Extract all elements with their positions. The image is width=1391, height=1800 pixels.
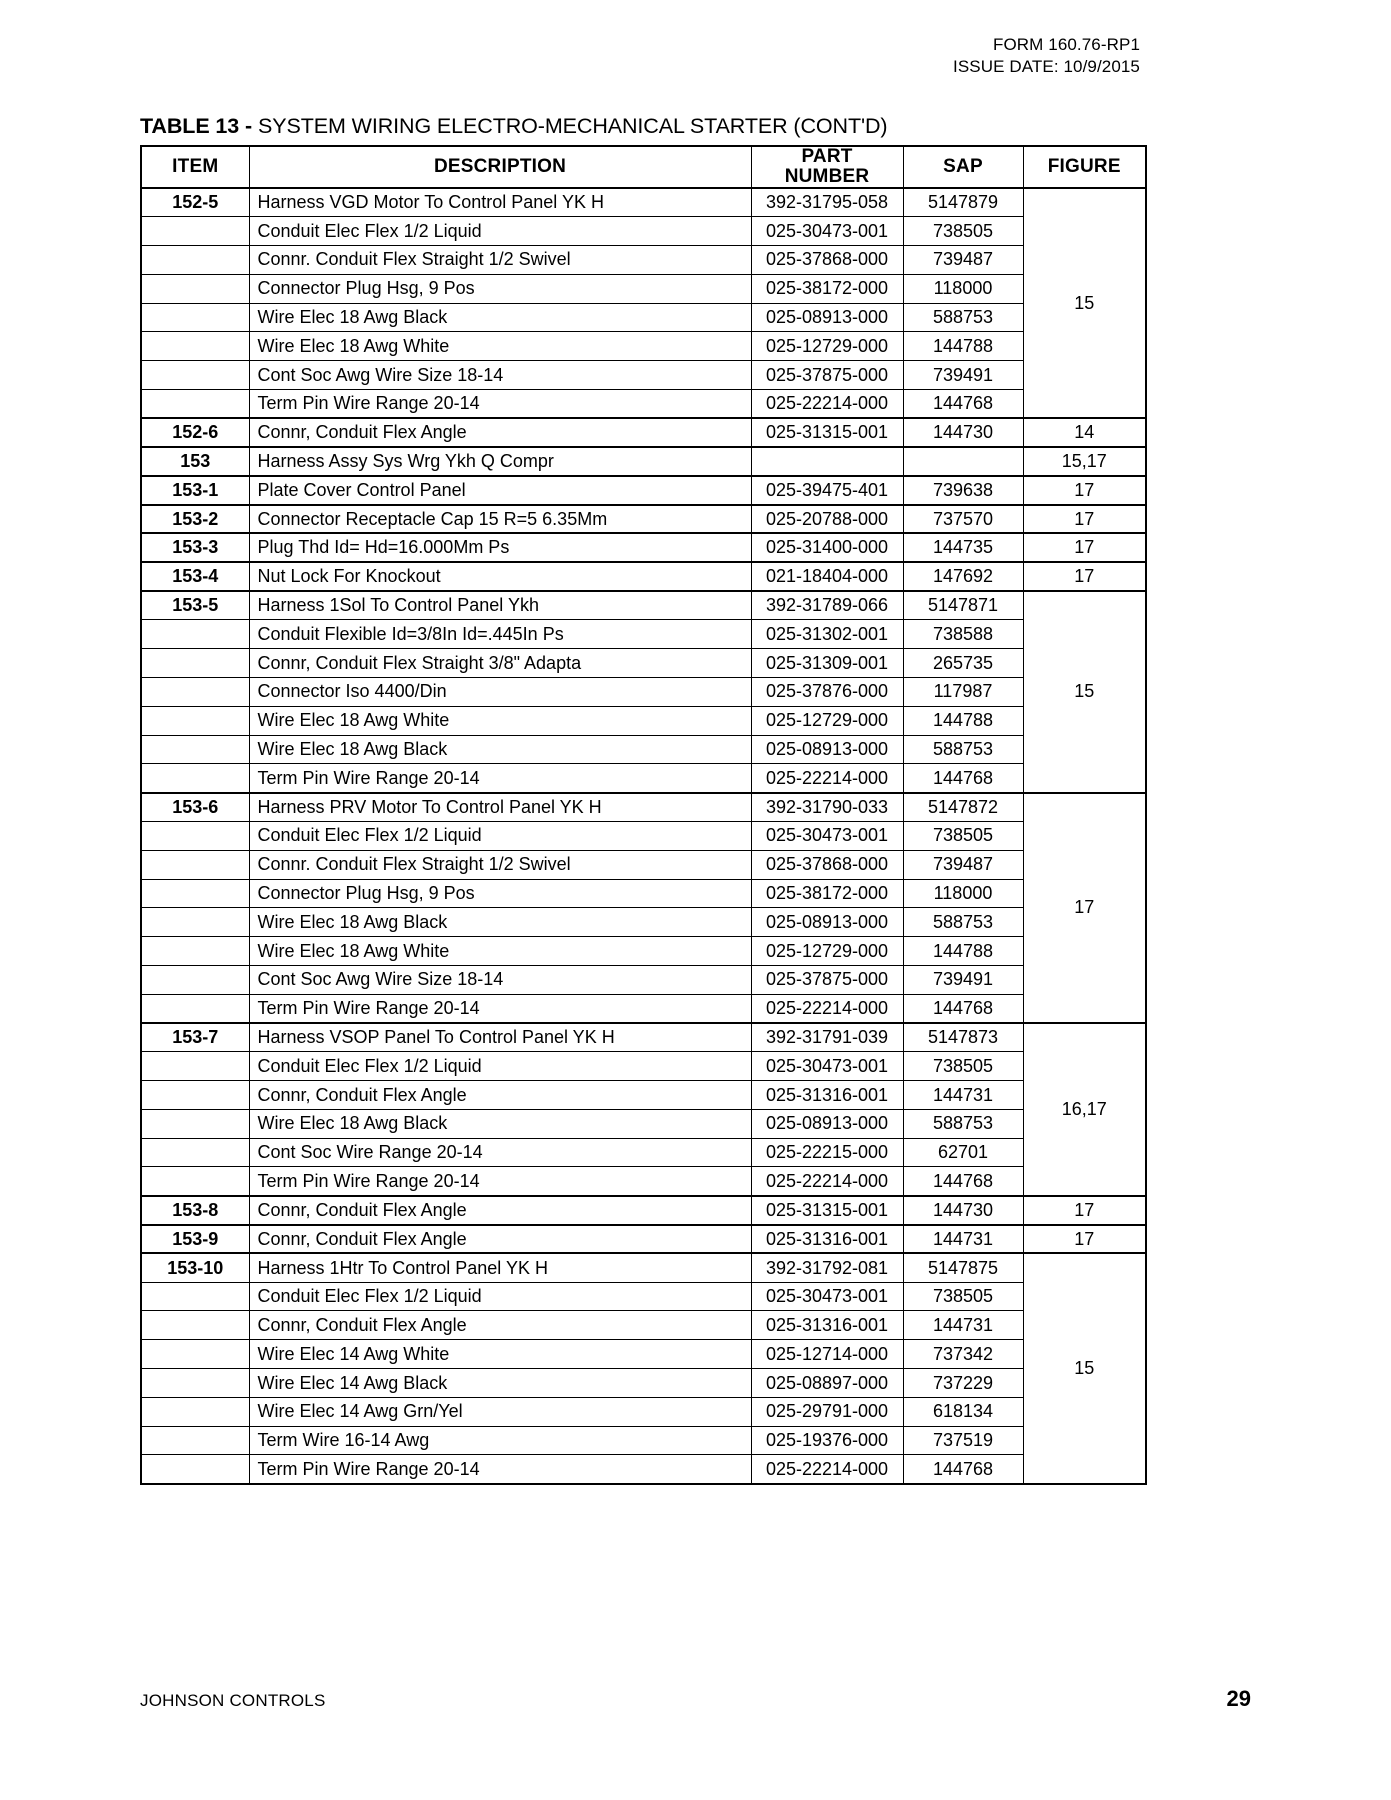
cell-sap: 738588 xyxy=(903,620,1023,649)
column-header-part-number: PART NUMBER xyxy=(751,146,903,188)
cell-sap: 737342 xyxy=(903,1340,1023,1369)
cell-description: Conduit Elec Flex 1/2 Liquid xyxy=(249,1052,751,1081)
cell-sap: 144731 xyxy=(903,1225,1023,1254)
cell-description: Connector Receptacle Cap 15 R=5 6.35Mm xyxy=(249,505,751,534)
cell-part-number: 025-37868-000 xyxy=(751,850,903,879)
cell-description: Conduit Elec Flex 1/2 Liquid xyxy=(249,1282,751,1311)
cell-sap: 5147875 xyxy=(903,1253,1023,1282)
cell-description: Term Pin Wire Range 20-14 xyxy=(249,389,751,418)
cell-part-number: 025-38172-000 xyxy=(751,879,903,908)
cell-sap: 738505 xyxy=(903,1052,1023,1081)
cell-sap: 144768 xyxy=(903,764,1023,793)
table-row xyxy=(141,677,1146,706)
cell-item xyxy=(141,1081,249,1110)
table-body xyxy=(141,188,1146,1484)
cell-item xyxy=(141,332,249,361)
cell-description: Plug Thd Id= Hd=16.000Mm Ps xyxy=(249,533,751,562)
cell-part-number: 025-37875-000 xyxy=(751,965,903,994)
cell-item xyxy=(141,1311,249,1340)
table-row xyxy=(141,418,1146,447)
table-row xyxy=(141,188,1146,217)
document-footer xyxy=(140,1686,1251,1712)
cell-description: Wire Elec 18 Awg Black xyxy=(249,908,751,937)
cell-description: Harness VSOP Panel To Control Panel YK H xyxy=(249,1023,751,1052)
table-row xyxy=(141,908,1146,937)
cell-sap: 737570 xyxy=(903,505,1023,534)
table-row xyxy=(141,303,1146,332)
cell-part-number: 025-22214-000 xyxy=(751,1455,903,1484)
cell-item xyxy=(141,389,249,418)
cell-sap: 118000 xyxy=(903,274,1023,303)
cell-description: Connector Iso 4400/Din xyxy=(249,677,751,706)
column-header-sap: SAP xyxy=(903,146,1023,188)
cell-sap: 144768 xyxy=(903,994,1023,1023)
cell-item xyxy=(141,245,249,274)
cell-description: Wire Elec 14 Awg Grn/Yel xyxy=(249,1397,751,1426)
table-row xyxy=(141,274,1146,303)
table-row xyxy=(141,1109,1146,1138)
table-row xyxy=(141,1052,1146,1081)
cell-part-number: 025-22215-000 xyxy=(751,1138,903,1167)
cell-item: 153-6 xyxy=(141,793,249,822)
cell-figure: 17 xyxy=(1023,476,1146,505)
cell-part-number: 392-31791-039 xyxy=(751,1023,903,1052)
cell-description: Cont Soc Awg Wire Size 18-14 xyxy=(249,965,751,994)
table-row xyxy=(141,994,1146,1023)
cell-description: Cont Soc Wire Range 20-14 xyxy=(249,1138,751,1167)
brand-name: JOHNSON CONTROLS xyxy=(140,1691,326,1710)
cell-item xyxy=(141,1455,249,1484)
cell-part-number: 025-20788-000 xyxy=(751,505,903,534)
cell-sap: 144730 xyxy=(903,418,1023,447)
table-row xyxy=(141,447,1146,476)
cell-sap: 739487 xyxy=(903,245,1023,274)
cell-item xyxy=(141,274,249,303)
cell-part-number: 025-30473-001 xyxy=(751,217,903,246)
table-title xyxy=(140,113,1251,139)
cell-item: 152-5 xyxy=(141,188,249,217)
cell-item: 153 xyxy=(141,447,249,476)
cell-item xyxy=(141,1167,249,1196)
cell-part-number: 392-31792-081 xyxy=(751,1253,903,1282)
table-row xyxy=(141,937,1146,966)
cell-figure: 17 xyxy=(1023,1225,1146,1254)
issue-date: ISSUE DATE: 10/9/2015 xyxy=(953,57,1140,76)
cell-sap: 144768 xyxy=(903,1455,1023,1484)
cell-part-number: 025-31316-001 xyxy=(751,1225,903,1254)
cell-part-number: 025-30473-001 xyxy=(751,1282,903,1311)
cell-sap: 62701 xyxy=(903,1138,1023,1167)
cell-part-number: 025-08913-000 xyxy=(751,735,903,764)
cell-description: Harness 1Sol To Control Panel Ykh xyxy=(249,591,751,620)
cell-description: Connr, Conduit Flex Angle xyxy=(249,1196,751,1225)
cell-item: 153-3 xyxy=(141,533,249,562)
table-row xyxy=(141,591,1146,620)
cell-figure: 15 xyxy=(1023,188,1146,418)
cell-part-number: 025-37876-000 xyxy=(751,677,903,706)
cell-part-number: 025-22214-000 xyxy=(751,389,903,418)
table-row xyxy=(141,217,1146,246)
table-row xyxy=(141,389,1146,418)
table-row xyxy=(141,706,1146,735)
cell-description: Wire Elec 18 Awg White xyxy=(249,937,751,966)
cell-item: 153-10 xyxy=(141,1253,249,1282)
cell-item xyxy=(141,1340,249,1369)
table-row xyxy=(141,879,1146,908)
cell-part-number: 025-37868-000 xyxy=(751,245,903,274)
cell-description: Term Pin Wire Range 20-14 xyxy=(249,994,751,1023)
cell-description: Connr, Conduit Flex Angle xyxy=(249,1081,751,1110)
cell-figure: 15 xyxy=(1023,591,1146,793)
column-header-figure: FIGURE xyxy=(1023,146,1146,188)
cell-sap: 117987 xyxy=(903,677,1023,706)
table-row xyxy=(141,1167,1146,1196)
cell-item xyxy=(141,217,249,246)
cell-part-number: 392-31795-058 xyxy=(751,188,903,217)
cell-item xyxy=(141,850,249,879)
table-row xyxy=(141,649,1146,678)
table-row xyxy=(141,245,1146,274)
table-row xyxy=(141,562,1146,591)
cell-sap: 588753 xyxy=(903,908,1023,937)
cell-item xyxy=(141,937,249,966)
cell-description: Connr, Conduit Flex Angle xyxy=(249,1225,751,1254)
cell-sap: 144768 xyxy=(903,389,1023,418)
cell-sap: 144730 xyxy=(903,1196,1023,1225)
cell-description: Harness PRV Motor To Control Panel YK H xyxy=(249,793,751,822)
cell-part-number: 021-18404-000 xyxy=(751,562,903,591)
cell-part-number: 025-29791-000 xyxy=(751,1397,903,1426)
cell-sap: 147692 xyxy=(903,562,1023,591)
table-header-row xyxy=(141,146,1146,188)
cell-item xyxy=(141,1282,249,1311)
cell-sap: 144768 xyxy=(903,1167,1023,1196)
cell-sap xyxy=(903,447,1023,476)
cell-sap: 588753 xyxy=(903,735,1023,764)
cell-part-number: 025-31400-000 xyxy=(751,533,903,562)
cell-sap: 118000 xyxy=(903,879,1023,908)
table-row xyxy=(141,1282,1146,1311)
cell-description: Term Pin Wire Range 20-14 xyxy=(249,1167,751,1196)
cell-description: Cont Soc Awg Wire Size 18-14 xyxy=(249,361,751,390)
table-row xyxy=(141,1455,1146,1484)
cell-item xyxy=(141,706,249,735)
cell-part-number: 025-19376-000 xyxy=(751,1426,903,1455)
cell-sap: 737229 xyxy=(903,1369,1023,1398)
column-header-item: ITEM xyxy=(141,146,249,188)
table-row xyxy=(141,332,1146,361)
cell-item: 153-4 xyxy=(141,562,249,591)
cell-part-number: 025-37875-000 xyxy=(751,361,903,390)
table-title-text: SYSTEM WIRING ELECTRO-MECHANICAL STARTER (CONT'D) xyxy=(257,114,888,138)
cell-sap: 144788 xyxy=(903,937,1023,966)
cell-description: Connr, Conduit Flex Straight 3/8" Adapta xyxy=(249,649,751,678)
table-row xyxy=(141,1023,1146,1052)
parts-table xyxy=(140,145,1147,1485)
cell-item xyxy=(141,1138,249,1167)
cell-part-number: 025-12729-000 xyxy=(751,706,903,735)
cell-description: Wire Elec 18 Awg White xyxy=(249,332,751,361)
cell-part-number: 025-39475-401 xyxy=(751,476,903,505)
cell-figure: 17 xyxy=(1023,1196,1146,1225)
cell-sap: 144788 xyxy=(903,332,1023,361)
cell-part-number: 392-31790-033 xyxy=(751,793,903,822)
cell-part-number: 025-31316-001 xyxy=(751,1311,903,1340)
table-row xyxy=(141,1426,1146,1455)
cell-sap: 5147879 xyxy=(903,188,1023,217)
cell-item xyxy=(141,303,249,332)
table-row xyxy=(141,1397,1146,1426)
cell-description: Connector Plug Hsg, 9 Pos xyxy=(249,274,751,303)
cell-figure: 17 xyxy=(1023,562,1146,591)
cell-sap: 737519 xyxy=(903,1426,1023,1455)
cell-item xyxy=(141,908,249,937)
cell-description: Connr, Conduit Flex Angle xyxy=(249,1311,751,1340)
table-row xyxy=(141,793,1146,822)
cell-sap: 738505 xyxy=(903,821,1023,850)
table-row xyxy=(141,1369,1146,1398)
cell-part-number: 025-22214-000 xyxy=(751,764,903,793)
cell-part-number: 025-12714-000 xyxy=(751,1340,903,1369)
cell-part-number: 025-08913-000 xyxy=(751,303,903,332)
cell-item xyxy=(141,361,249,390)
cell-part-number: 025-08913-000 xyxy=(751,908,903,937)
cell-description: Conduit Flexible Id=3/8In Id=.445In Ps xyxy=(249,620,751,649)
cell-item: 153-7 xyxy=(141,1023,249,1052)
cell-description: Wire Elec 18 Awg Black xyxy=(249,303,751,332)
cell-figure: 17 xyxy=(1023,505,1146,534)
cell-part-number: 025-12729-000 xyxy=(751,937,903,966)
cell-description: Wire Elec 18 Awg Black xyxy=(249,1109,751,1138)
table-row xyxy=(141,1340,1146,1369)
cell-sap: 144735 xyxy=(903,533,1023,562)
cell-item xyxy=(141,1369,249,1398)
table-row xyxy=(141,850,1146,879)
table-row xyxy=(141,533,1146,562)
cell-description: Connr, Conduit Flex Angle xyxy=(249,418,751,447)
table-row xyxy=(141,620,1146,649)
cell-sap: 5147871 xyxy=(903,591,1023,620)
cell-description: Wire Elec 18 Awg Black xyxy=(249,735,751,764)
cell-description: Plate Cover Control Panel xyxy=(249,476,751,505)
cell-description: Conduit Elec Flex 1/2 Liquid xyxy=(249,821,751,850)
cell-description: Harness VGD Motor To Control Panel YK H xyxy=(249,188,751,217)
cell-part-number: 025-22214-000 xyxy=(751,1167,903,1196)
cell-sap: 588753 xyxy=(903,1109,1023,1138)
cell-part-number xyxy=(751,447,903,476)
table-row xyxy=(141,965,1146,994)
cell-item xyxy=(141,735,249,764)
page-number: 29 xyxy=(1226,1686,1251,1711)
cell-figure: 15 xyxy=(1023,1253,1146,1483)
table-row xyxy=(141,764,1146,793)
cell-description: Connr. Conduit Flex Straight 1/2 Swivel xyxy=(249,850,751,879)
cell-item xyxy=(141,620,249,649)
cell-description: Wire Elec 14 Awg Black xyxy=(249,1369,751,1398)
cell-part-number: 025-31309-001 xyxy=(751,649,903,678)
cell-sap: 739487 xyxy=(903,850,1023,879)
cell-description: Term Pin Wire Range 20-14 xyxy=(249,1455,751,1484)
cell-figure: 16,17 xyxy=(1023,1023,1146,1196)
table-row xyxy=(141,505,1146,534)
cell-part-number: 025-22214-000 xyxy=(751,994,903,1023)
cell-item xyxy=(141,677,249,706)
cell-sap: 144731 xyxy=(903,1081,1023,1110)
cell-sap: 588753 xyxy=(903,303,1023,332)
cell-item xyxy=(141,649,249,678)
cell-item: 153-2 xyxy=(141,505,249,534)
table-row xyxy=(141,1311,1146,1340)
cell-sap: 265735 xyxy=(903,649,1023,678)
cell-part-number: 025-31315-001 xyxy=(751,1196,903,1225)
cell-description: Nut Lock For Knockout xyxy=(249,562,751,591)
cell-item xyxy=(141,994,249,1023)
cell-sap: 739491 xyxy=(903,361,1023,390)
cell-part-number: 025-30473-001 xyxy=(751,1052,903,1081)
cell-item: 153-5 xyxy=(141,591,249,620)
cell-part-number: 392-31789-066 xyxy=(751,591,903,620)
document-header xyxy=(140,34,1251,78)
table-row xyxy=(141,476,1146,505)
cell-item xyxy=(141,1109,249,1138)
cell-description: Harness 1Htr To Control Panel YK H xyxy=(249,1253,751,1282)
cell-sap: 5147873 xyxy=(903,1023,1023,1052)
table-row xyxy=(141,361,1146,390)
cell-item xyxy=(141,764,249,793)
cell-part-number: 025-08897-000 xyxy=(751,1369,903,1398)
table-row xyxy=(141,1225,1146,1254)
cell-description: Wire Elec 18 Awg White xyxy=(249,706,751,735)
cell-item xyxy=(141,1426,249,1455)
cell-sap: 738505 xyxy=(903,1282,1023,1311)
cell-figure: 14 xyxy=(1023,418,1146,447)
cell-part-number: 025-31302-001 xyxy=(751,620,903,649)
cell-sap: 618134 xyxy=(903,1397,1023,1426)
cell-sap: 739491 xyxy=(903,965,1023,994)
cell-item xyxy=(141,821,249,850)
cell-description: Connector Plug Hsg, 9 Pos xyxy=(249,879,751,908)
cell-item xyxy=(141,1397,249,1426)
table-row xyxy=(141,1253,1146,1282)
cell-item: 153-8 xyxy=(141,1196,249,1225)
cell-item: 153-9 xyxy=(141,1225,249,1254)
cell-description: Term Pin Wire Range 20-14 xyxy=(249,764,751,793)
cell-figure: 17 xyxy=(1023,533,1146,562)
table-row xyxy=(141,1138,1146,1167)
cell-sap: 144731 xyxy=(903,1311,1023,1340)
cell-description: Wire Elec 14 Awg White xyxy=(249,1340,751,1369)
cell-description: Connr. Conduit Flex Straight 1/2 Swivel xyxy=(249,245,751,274)
cell-sap: 739638 xyxy=(903,476,1023,505)
cell-item xyxy=(141,1052,249,1081)
cell-sap: 5147872 xyxy=(903,793,1023,822)
cell-item: 153-1 xyxy=(141,476,249,505)
cell-figure: 17 xyxy=(1023,793,1146,1023)
cell-description: Harness Assy Sys Wrg Ykh Q Compr xyxy=(249,447,751,476)
table-row xyxy=(141,1196,1146,1225)
cell-item: 152-6 xyxy=(141,418,249,447)
cell-sap: 144788 xyxy=(903,706,1023,735)
table-row xyxy=(141,1081,1146,1110)
column-header-description: DESCRIPTION xyxy=(249,146,751,188)
cell-description: Term Wire 16-14 Awg xyxy=(249,1426,751,1455)
form-number: FORM 160.76-RP1 xyxy=(993,35,1140,54)
cell-part-number: 025-31316-001 xyxy=(751,1081,903,1110)
cell-figure: 15,17 xyxy=(1023,447,1146,476)
table-row xyxy=(141,821,1146,850)
cell-sap: 738505 xyxy=(903,217,1023,246)
cell-part-number: 025-38172-000 xyxy=(751,274,903,303)
cell-part-number: 025-12729-000 xyxy=(751,332,903,361)
cell-item xyxy=(141,879,249,908)
table-title-prefix: TABLE 13 - xyxy=(140,114,258,138)
cell-part-number: 025-31315-001 xyxy=(751,418,903,447)
cell-part-number: 025-30473-001 xyxy=(751,821,903,850)
table-row xyxy=(141,735,1146,764)
cell-item xyxy=(141,965,249,994)
cell-description: Conduit Elec Flex 1/2 Liquid xyxy=(249,217,751,246)
cell-part-number: 025-08913-000 xyxy=(751,1109,903,1138)
